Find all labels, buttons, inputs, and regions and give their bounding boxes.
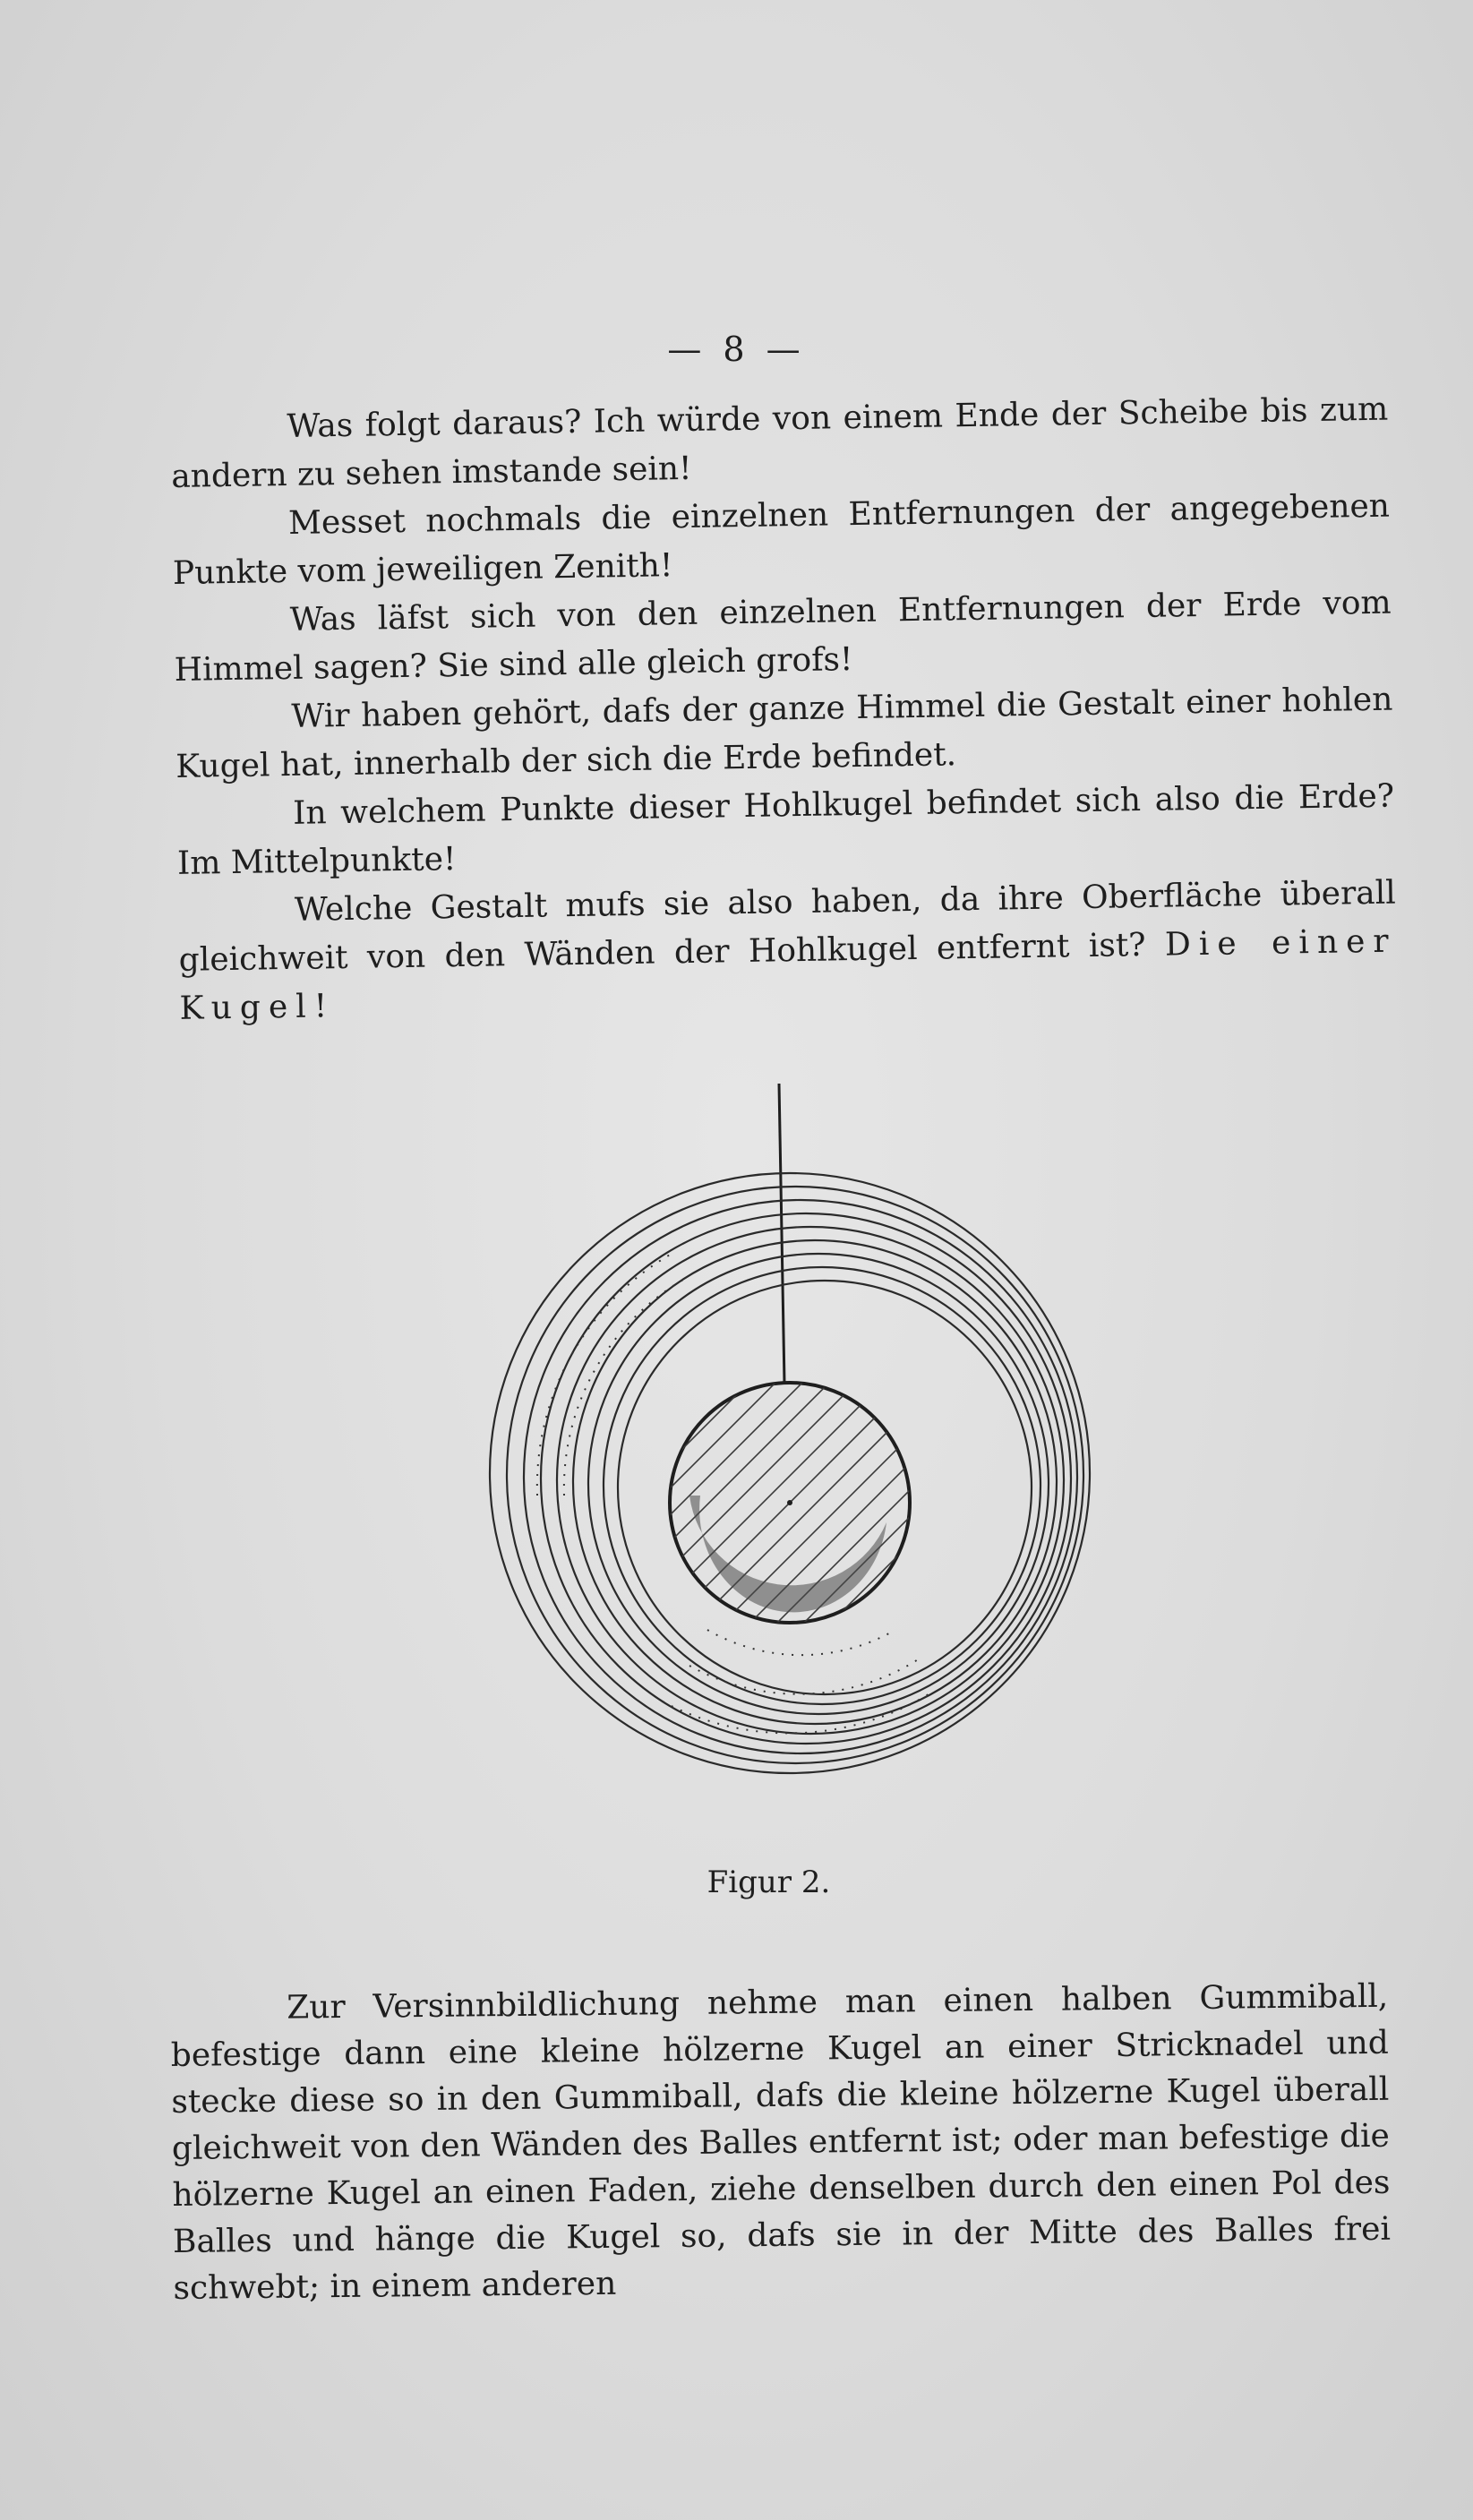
paragraph: Zur Versinnbildlichung nehme man einen halben Gummiball, befestige dann eine kleine hölzerne Kugel an einer Stricknadel und stecke diese so in den Gummiball, dafs die kleine hölzerne Kugel überall gleichweit von den Wänden des Balles entfernt ist; oder man befestige die hölzerne Kugel an einen Faden, ziehe denselben durch den einen Pol des Balles und hänge die Kugel so, dafs sie in der Mitte des Balles frei schwebt; in einem anderen xyxy=(170,1977,1392,2307)
paragraph: Messet nochmals die einzelnen Entfernungen der angegebenen Punkte vom jeweiligen Zenith! xyxy=(172,487,1391,592)
emphasis-text: Die einer Kugel! xyxy=(179,922,1397,1027)
inner-sphere-center xyxy=(787,1500,792,1505)
paragraph xyxy=(177,870,1397,1033)
page-number: — 8 — xyxy=(667,330,806,369)
paragraph: Was läfst sich von den einzelnen Entfernungen der Erde vom Himmel sagen? Sie sind alle gleich grofs! xyxy=(174,584,1392,689)
bottom-text-block xyxy=(170,1974,1392,2312)
concentric-spheres-illustration xyxy=(466,1075,1110,1809)
paragraph: In welchem Punkte dieser Hohlkugel befindet sich also die Erde? Im Mittelpunkte! xyxy=(176,777,1395,882)
figure-caption: Figur 2. xyxy=(707,1864,831,1900)
top-text-block xyxy=(170,386,1398,1033)
paragraph: Wir haben gehört, dafs der ganze Himmel die Gestalt einer hohlen Kugel hat, innerhalb der sich die Erde befindet. xyxy=(176,681,1393,785)
figure-concentric-spheres xyxy=(466,1075,1110,1809)
paragraph: Was folgt daraus? Ich würde von einem Ende der Scheibe bis zum andern zu sehen imstande sein! xyxy=(170,390,1389,495)
paragraph-text: Welche Gestalt mufs sie also haben, da ihre Oberfläche überall gleichweit von den Wänden der Hohlkugel entfernt ist? xyxy=(178,874,1397,979)
needle-line xyxy=(779,1084,784,1384)
